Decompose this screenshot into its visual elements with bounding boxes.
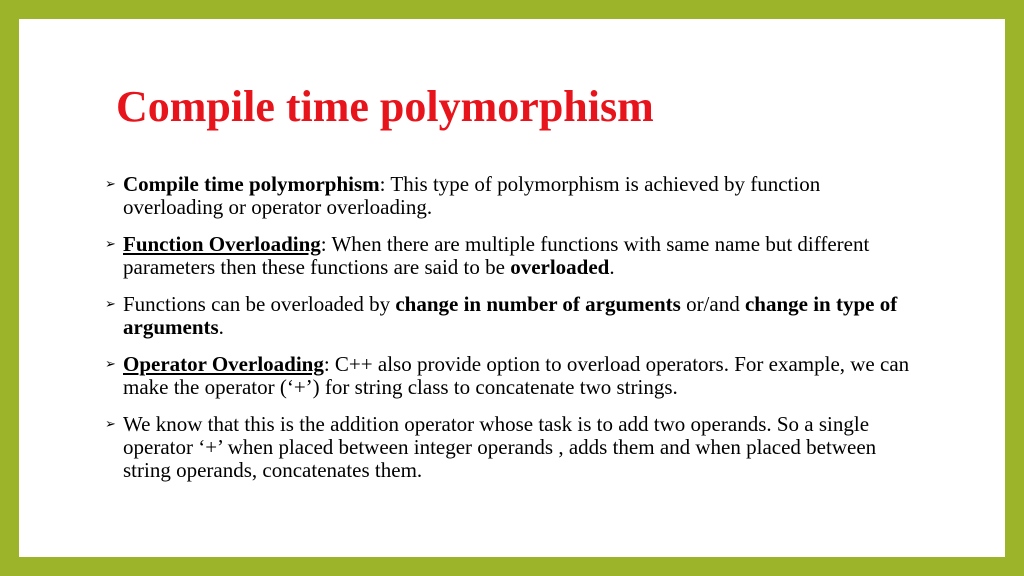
bullet-text: Functions can be overloaded by <box>123 292 396 316</box>
bullet-item <box>105 413 925 482</box>
bullet-text: . <box>218 315 224 339</box>
arrow-bullet-icon: ➢ <box>105 357 116 372</box>
bullet-bold-term: change in type of arguments <box>123 292 898 339</box>
bullet-bold-term: change in number of arguments <box>395 292 681 316</box>
bullet-text: : C++ also provide option to overload operators. For example, we can make the operator (‘+’) for string class to concatenate two strings. <box>123 352 910 399</box>
bullet-bold-term: Operator Overloading <box>123 352 324 376</box>
bullet-text: We know that this is the addition operator whose task is to add two operands. So a single operator ‘+’ when placed between integer operands , adds them and when placed between string operands, concatenates them. <box>123 412 877 482</box>
bullet-list <box>105 173 925 496</box>
bullet-item <box>105 173 925 219</box>
bullet-text: : When there are multiple functions with same name but different parameters then these functions are said to be <box>123 232 870 279</box>
bullet-bold-term: overloaded <box>510 255 610 279</box>
slide <box>19 19 1005 557</box>
bullet-text: . <box>609 255 615 279</box>
bullet-bold-term: Compile time polymorphism <box>123 172 380 196</box>
arrow-bullet-icon: ➢ <box>105 177 116 192</box>
bullet-item <box>105 233 925 279</box>
bullet-text: or/and <box>680 292 745 316</box>
arrow-bullet-icon: ➢ <box>105 417 116 432</box>
bullet-item <box>105 293 925 339</box>
arrow-bullet-icon: ➢ <box>105 297 116 312</box>
arrow-bullet-icon: ➢ <box>105 237 116 252</box>
slide-title: Compile time polymorphism <box>116 82 654 131</box>
bullet-item <box>105 353 925 399</box>
bullet-bold-term: Function Overloading <box>123 232 321 256</box>
bullet-text: : This type of polymorphism is achieved by function overloading or operator overloading. <box>123 172 821 219</box>
